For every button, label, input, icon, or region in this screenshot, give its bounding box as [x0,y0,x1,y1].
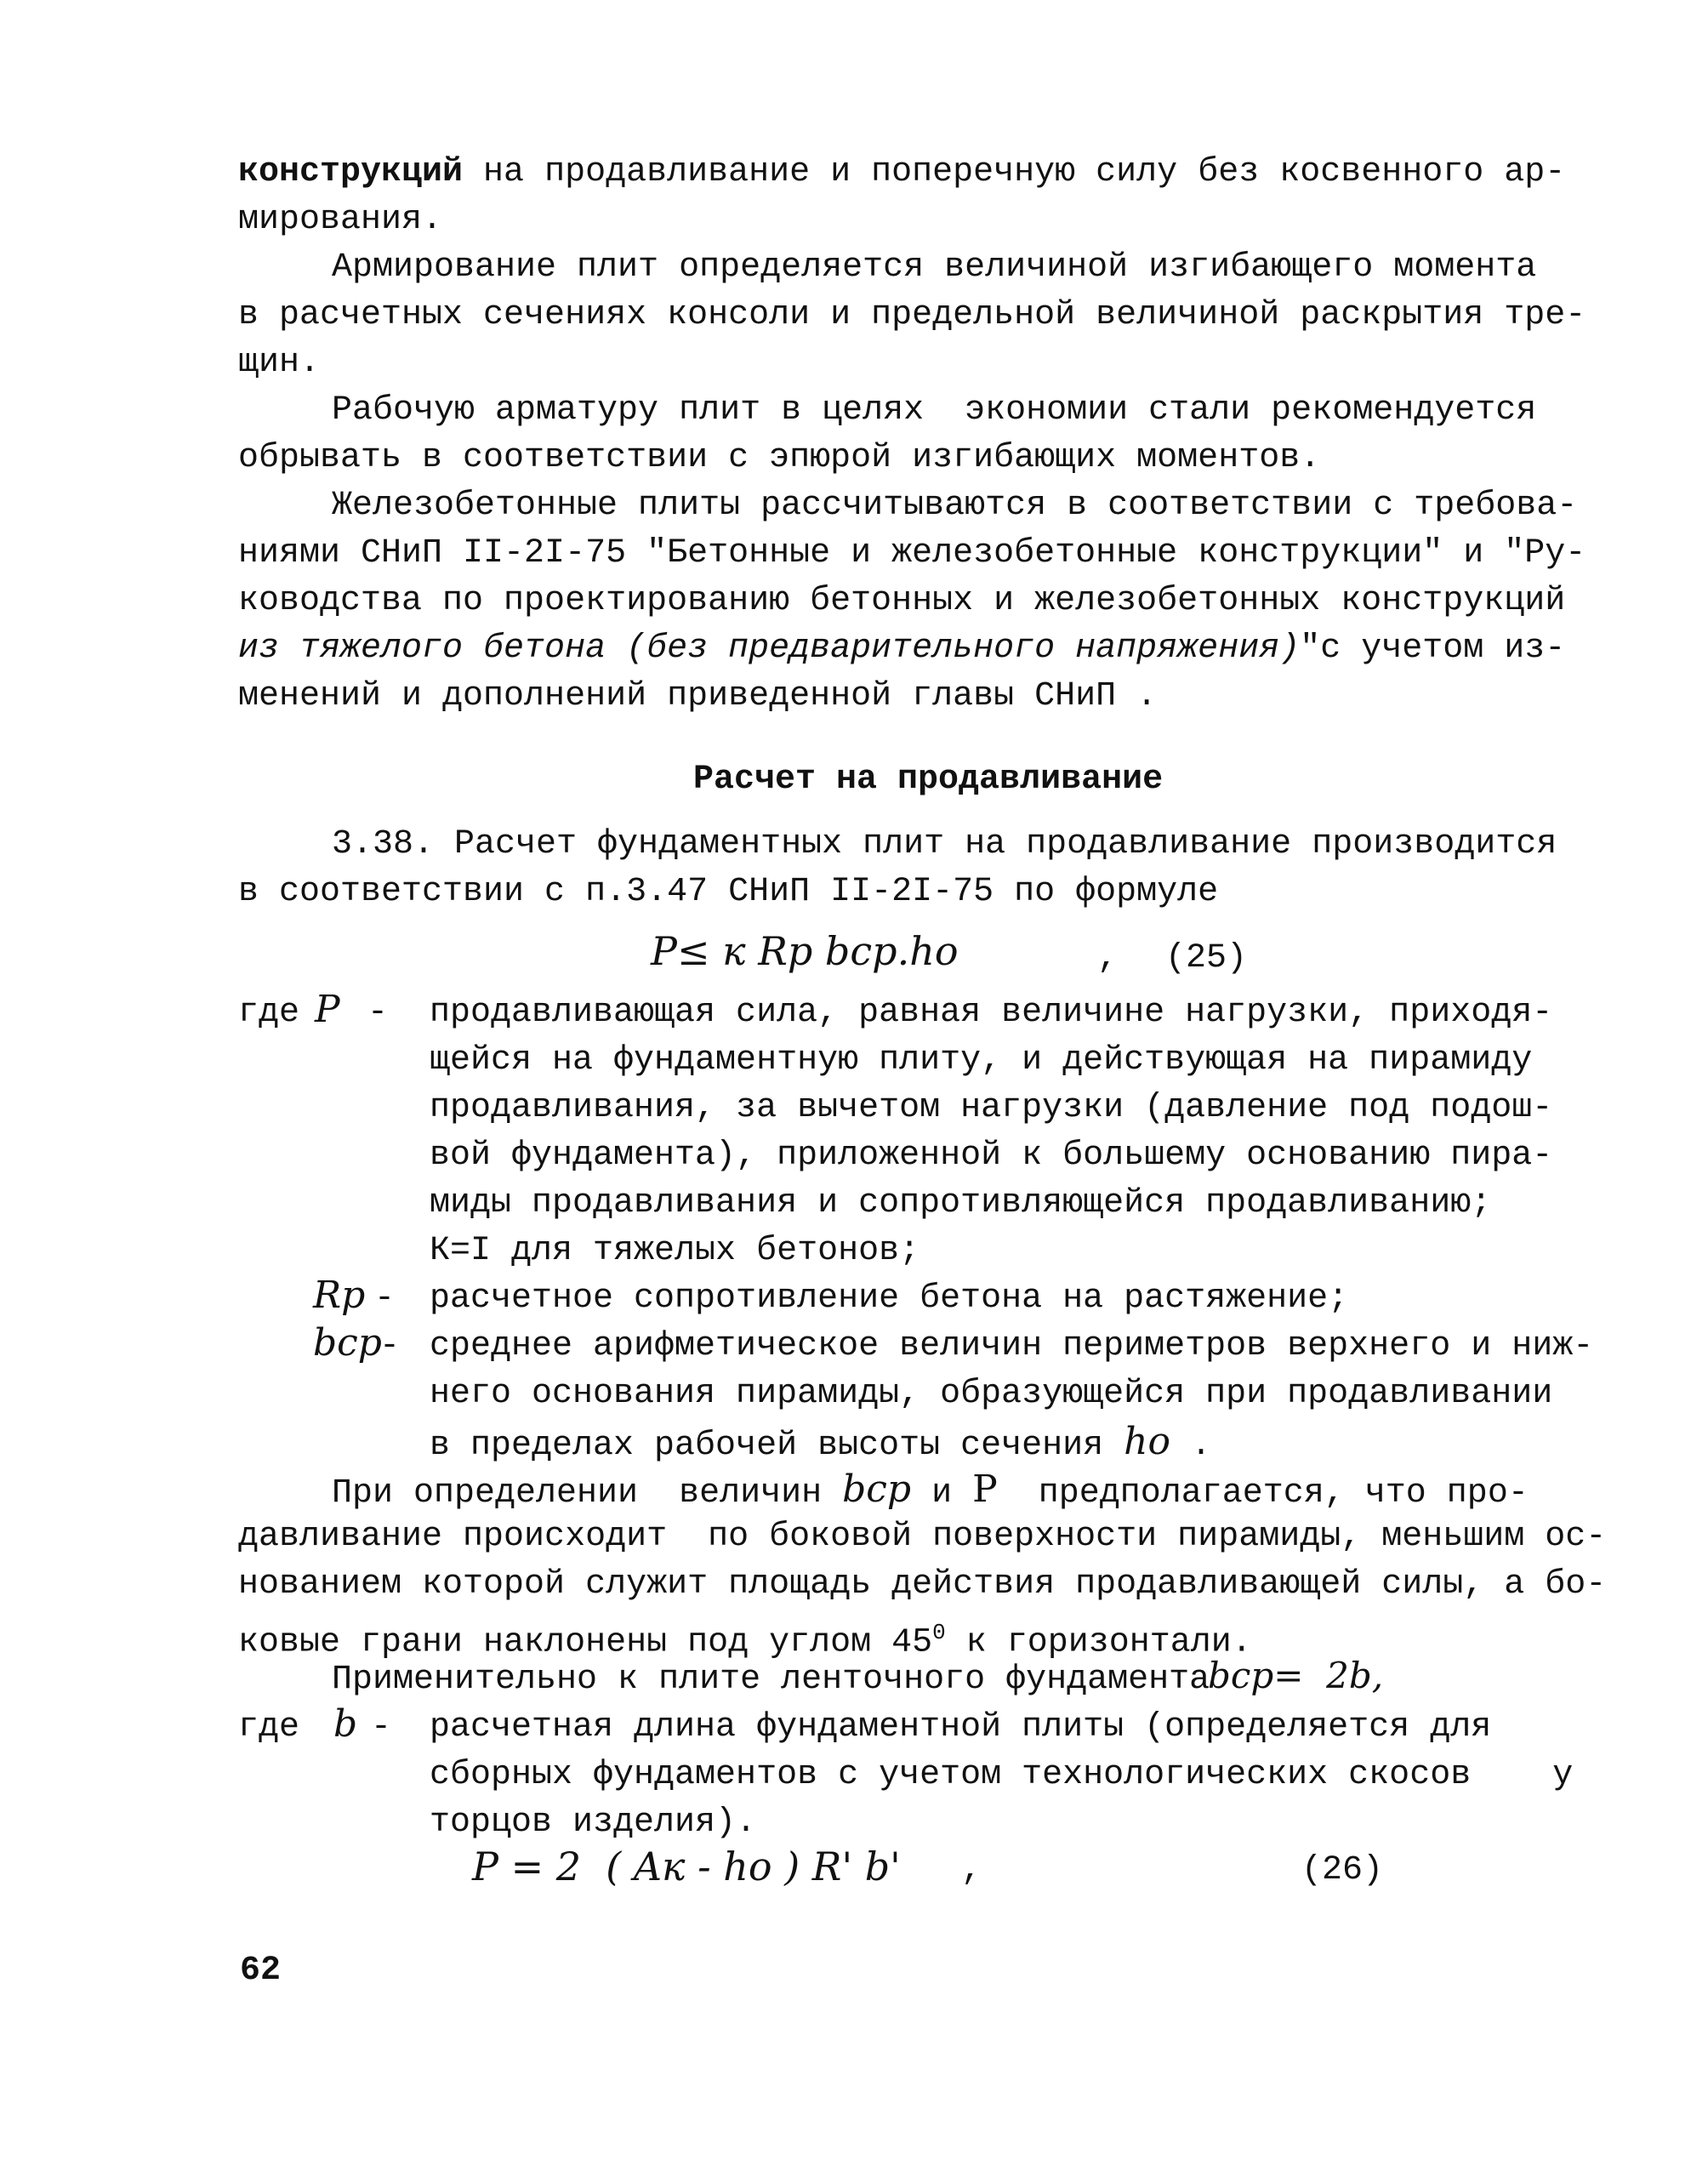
def-p-symbol: P [315,988,340,1031]
para6-line1 [332,1467,1608,1517]
def-bcp-dash: - [379,1327,401,1365]
para1-line1 [238,150,1566,196]
formula-26: P = 2 ( Aк - hо ) R' b' [472,1844,901,1889]
def-rp-symbol: Rр [313,1274,366,1317]
para2-line2: в расчетных сечениях консоли и предельной величиной раскрытия тре- [238,296,1586,334]
def-b-dash: - [371,1708,392,1747]
formula-26-comma: , [961,1851,982,1889]
formula-25: P≤ к Rр bср.hо [651,928,959,974]
para6-line1-c: предполагается, что про- [997,1474,1529,1513]
def-bcp-symbol: bср [313,1321,382,1365]
def-bcp-h0-symbol: hо [1124,1420,1170,1463]
def-p-line2: щейся на фундаментную плиту, и действующая на пирамиду [430,1041,1533,1080]
para6-line1-b: и [911,1474,973,1513]
para1-line1-text: на продавливание и поперечную силу без косвенного ар- [463,153,1566,191]
def-p-dash: - [367,994,389,1032]
para4-line5: менений и дополнений приведенной главы СНиП . [238,677,1158,715]
para4-line1: Железобетонные плиты рассчитываются в соответствии с требова- [332,487,1578,525]
def-b-symbol: b [333,1702,358,1746]
formula-25-number: (25) [1165,939,1248,977]
para2-line1: Армирование плит определяется величиной изгибающего момента [332,248,1537,287]
def-bcp-line2: него основания пирамиды, образующейся при продавливании [430,1375,1553,1413]
def-bcp-line3 [430,1419,1705,1469]
def-bcp-line3-text: в пределах рабочей высоты сечения [430,1427,1104,1465]
def-b-where: где [238,1708,300,1747]
para1-bold-word: конструкций [238,153,464,191]
def-rp-dash: - [374,1279,396,1318]
para1-line2: мирования. [238,201,443,239]
formula-26-number: (26) [1301,1851,1384,1889]
def-p-line1: продавливающая сила, равная величине нагрузки, приходя- [430,994,1553,1032]
def-p-line4: вой фундамента), приложенной к большему основанию пира- [430,1137,1553,1175]
para6-line3: нованием которой служит площадь действия продавливающей силы, а бо- [238,1565,1607,1604]
def-p-line5: миды продавливания и сопротивляющейся продавливанию; [430,1184,1492,1222]
def-bcp-line3-end: . [1170,1427,1211,1465]
def-b-line2: сборных фундаментов с учетом технологических скосов у [430,1756,1574,1794]
para6-line4-b: к горизонтали. [945,1623,1252,1662]
para6-line1-a: При определении величин [332,1474,823,1513]
para5-line2: в соответствии с п.3.47 СНиП II-2I-75 по формуле [238,873,1219,911]
para2-line3: щин. [238,344,321,382]
para3-line2: обрывать в соответствии с эпюрой изгибающих моментов. [238,439,1321,477]
para3-line1: Рабочую арматуру плит в целях экономии стали рекомендуется [332,391,1537,430]
def-p-where: где [238,994,300,1032]
para7-formula: bср= 2b, [1208,1655,1384,1696]
para4-line3: ководства по проектированию бетонных и железобетонных конструкций [238,582,1566,620]
def-p-line6: К=I для тяжелых бетонов; [430,1232,920,1270]
para6-bcp-symbol: bср [842,1468,912,1511]
def-p-line3: продавливания, за вычетом нагрузки (давление под подош- [430,1089,1553,1127]
para6-p-symbol: P [972,1468,998,1511]
para6-line2: давливание происходит по боковой поверхности пирамиды, меньшим ос- [238,1518,1607,1556]
formula-25-comma: , [1097,939,1119,977]
def-b-line3: торцов изделия). [430,1804,757,1842]
degree-superscript: 0 [932,1620,946,1645]
section-heading: Расчет на продавливание [693,761,1164,799]
def-b-line1: расчетная длина фундаментной плиты (определяется для [430,1708,1492,1747]
def-rp-line1: расчетное сопротивление бетона на растяжение; [430,1279,1349,1318]
para4-line4 [238,626,1566,672]
para4-line2: ниями СНиП II-2I-75 "Бетонные и железобетонные конструкции" и "Ру- [238,534,1586,573]
def-bcp-line1: среднее арифметическое величин периметров верхнего и ниж- [430,1327,1594,1365]
para7-line1: Применительно к плите ленточного фундамента [332,1661,1210,1699]
para6-line4-a: ковые грани наклонены под углом 45 [238,1623,933,1662]
para4-italic-text: из тяжелого бетона (без предварительного напряжения) [238,630,1301,668]
page-number: 62 [240,1952,282,1990]
para4-line4-rest: "с учетом из- [1300,630,1566,668]
para5-line1: 3.38. Расчет фундаментных плит на продавливание производится [332,825,1557,863]
